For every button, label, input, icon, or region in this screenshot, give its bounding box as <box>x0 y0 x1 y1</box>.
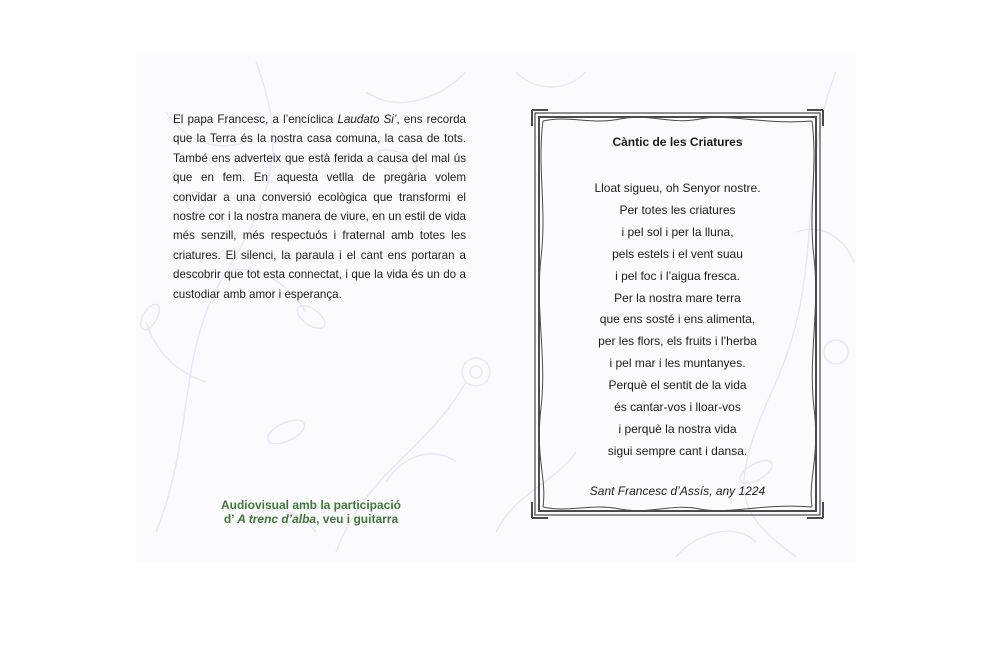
credit-text-part: d’ <box>223 512 238 526</box>
poem-verse: pels estels i el vent suau <box>612 246 743 261</box>
poem-signature: Sant Francesc d’Assís, any 1224 <box>589 483 766 498</box>
poem-verse: és cantar-vos i lloar-vos <box>614 400 741 415</box>
intro-text-part: El papa Francesc, a l’encíclica <box>173 113 338 126</box>
credit-text-part: , veu i guitarra <box>316 512 399 526</box>
poem-frame <box>530 108 825 520</box>
credit-line-2 <box>196 512 426 526</box>
group-name: A trenc d’alba <box>237 512 317 526</box>
poem-title: Càntic de les Criatures <box>612 135 743 149</box>
encyclical-title: Laudato Si’ <box>337 113 397 126</box>
poem-verse: i pel mar i les muntanyes. <box>609 356 746 371</box>
poem-verse: Per la nostra mare terra <box>614 290 741 305</box>
poem <box>546 126 809 499</box>
poem-verse: i pel sol i per la lluna, <box>621 224 734 239</box>
poem-verse: per les flors, els fruits i l’herba <box>598 334 757 349</box>
intro-text <box>173 110 466 304</box>
credit-line-1: Audiovisual amb la participació <box>220 498 402 512</box>
intro-paragraph <box>173 110 466 304</box>
poem-verse: i pel foc i l’aigua fresca. <box>615 268 740 283</box>
poem-verse: sigui sempre cant i dansa. <box>607 443 748 458</box>
poem-verse: Per totes les criatures <box>619 202 736 217</box>
poem-verse: que ens sosté i ens alimenta, <box>599 312 756 327</box>
booklet-spread <box>136 52 856 562</box>
poem-verse: i perquè la nostra vida <box>618 421 737 436</box>
intro-text-part: , ens recorda que la Terra és la nostra casa comuna, la casa de tots. També ens adverteix que està ferida a causa del mal ús que en fem. En aquesta vetlla de pregària volem convidar a una conversió ecològica que transformi el nostre cor i la nostra manera de viure, en un estil de vida més senzill, més respectuós i fraternal amb totes les criatures. El silenci, la paraula i el cant ens portaran a descobrir que tot esta connectat, i que la vida és un do a custodiar amb amor i esperança. <box>173 113 466 301</box>
poem-verses <box>546 178 809 463</box>
poem-verse: Lloat sigueu, oh Senyor nostre. <box>594 181 761 195</box>
audiovisual-credit <box>196 498 426 526</box>
poem-verse: Perquè el sentit de la vida <box>608 378 747 393</box>
